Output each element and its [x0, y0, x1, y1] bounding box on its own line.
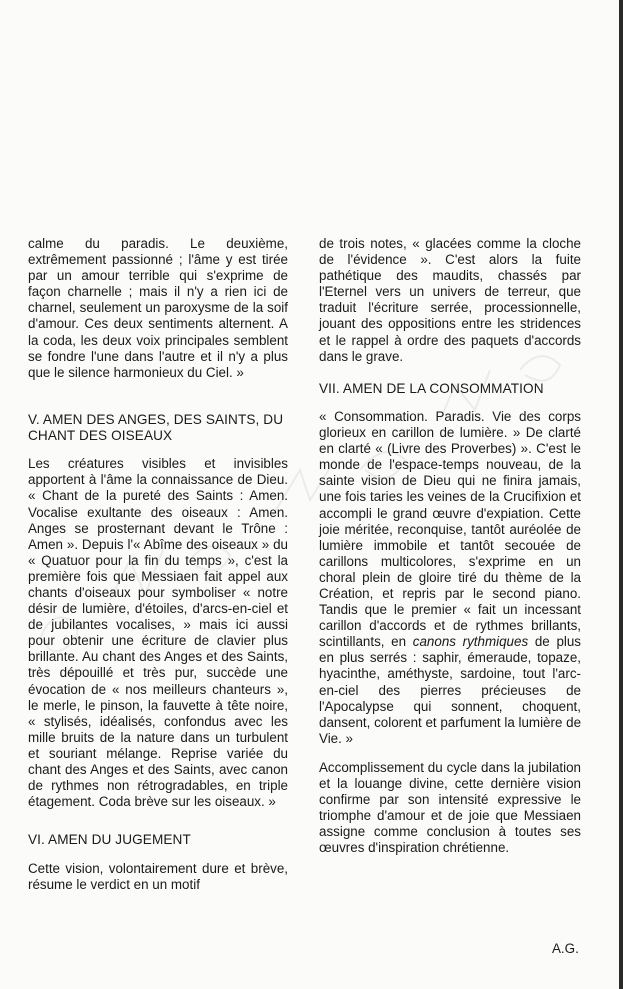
- text-run: « Consommation. Paradis. Vie des corps glorieux en carillon de lumière. » De clarté en clarté « (Livre des Proverbes) ». C'est le monde de l'espace-temps nouveau, de la sainte vision de Dieu qui ne finira jamais, une fois taries les veines de la Crucifixion et accompli le grand œuvre d'expiation. Cette joie méritée, reconquise, tantôt auréolée de lumière immobile et tantôt secouée de carillons multicolores, s'exprime en un choral plein de gloire tiré du thème de la Création, et repris par le second piano. Tandis que le premier « fait un incessant carillon d'accords et de rythmes brillants, scintillants, en: [319, 408, 581, 650]
- paragraph: calme du paradis. Le deuxième, extrêmement passionné ; l'âme y est tirée par un amour terrible qui s'exprime de façon charnelle ; mais il n'y a rien ici de charnel, seulement un paroxysme de la soif d'amour. Ces deux sentiments alternent. A la coda, les deux voix principales semblent se fondre l'une dans l'autre et il n'y a plus que le silence harmonieux du Ciel. »: [28, 236, 288, 380]
- paragraph: Cette vision, volontairement dure et brève, résume le verdict en un motif: [28, 860, 288, 892]
- section-heading-vii: VII. AMEN DE LA CONSOMMATION: [319, 380, 544, 396]
- left-column: [28, 236, 288, 906]
- section-heading-vi: VI. AMEN DU JUGEMENT: [28, 832, 191, 848]
- page-edge: [619, 0, 623, 989]
- text-run: de plus en plus serrés : saphir, émeraude, topaze, hyacinthe, améthyste, sardoine, tout l'arc-en-ciel des pierres précieuses de l'Apocalypse qui sonnent, choquent, dansent, colorent et parfument la lumière de Vie. »: [319, 634, 582, 746]
- right-column: [319, 236, 581, 869]
- section-heading-v: V. AMEN DES ANGES, DES SAINTS, DU CHANT DES OISEAUX: [28, 411, 284, 444]
- author-initials: A.G.: [552, 941, 579, 956]
- italic-text: canons rythmiques: [412, 634, 529, 650]
- paragraph: Accomplissement du cycle dans la jubilation et la louange divine, cette dernière vision confirme par son intensité expressive le triomphe d'amour et de joie que Messiaen assigne comme conclusion à toutes ses œuvres d'inspiration chrétienne.: [319, 759, 581, 856]
- paragraph: Les créatures visibles et invisibles apportent à l'âme la connaissance de Dieu. « Chant de la pureté des Saints : Amen. Vocalise exultante des oiseaux : Amen. Anges se prosternant devant le Trône : Amen ». Depuis l'« Abîme des oiseaux » du « Quatuor pour la fin du temps », c'est la première fois que Messiaen fait appel aux chants d'oiseaux pour symboliser « notre désir de lumière, d'étoiles, d'arcs-en-ciel et de jubilantes vocalises, » mais ici aussi pour obtenir une écriture de clavier plus brillante. Au chant des Anges et des Saints, très dépouillé et très pur, succède une évocation de « nos meilleurs chanteurs », le merle, le pinson, la fauvette à tête noire, « stylisés, idéalisés, confondus avec les mille bruits de la nature dans un turbulent et souriant mélange. Reprise variée du chant des Anges et des Saints, avec canon de rythmes non rétrogradables, en triple étagement. Coda brève sur les oiseaux. »: [28, 456, 288, 810]
- paragraph: de trois notes, « glacées comme la cloche de l'évidence ». C'est alors la fuite pathétique des maudits, chassés par l'Eternel vers un univers de terreur, que traduit l'écriture serrée, processionnelle, jouant des oppositions entre les stridences et le rappel à ordre des paquets d'accords dans le grave.: [319, 236, 581, 364]
- paragraph: [319, 409, 581, 747]
